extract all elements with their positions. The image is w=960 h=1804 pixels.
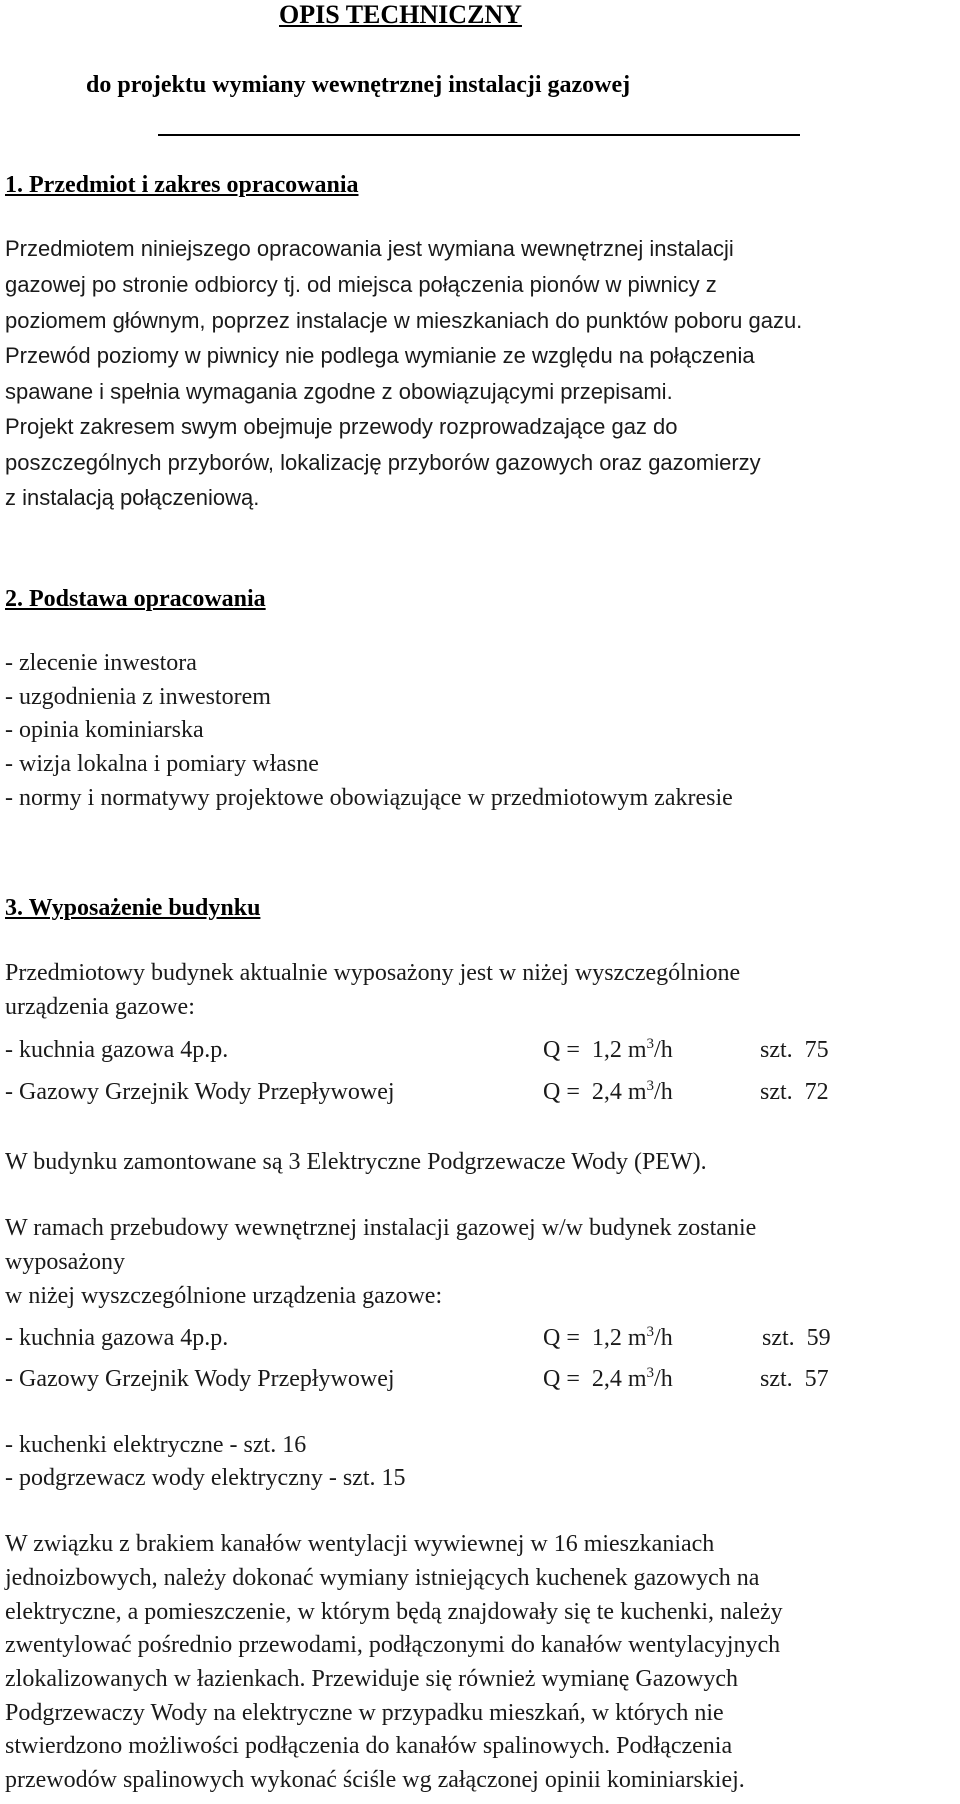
paragraph-line: Projekt zakresem swym obejmuje przewody rozprowadzające gaz do [5, 414, 678, 439]
paragraph-line: gazowej po stronie odbiorcy tj. od miejsca połączenia pionów w piwnicy z [5, 272, 717, 297]
document-subtitle: do projektu wymiany wewnętrznej instalacji gazowej [86, 72, 631, 98]
paragraph-line: zwentylować pośrednio przewodami, podłączonymi do kanałów wentylacyjnych [5, 1632, 781, 1658]
paragraph-line: Podgrzewaczy Wody na elektryczne w przypadku mieszkań, w których nie [5, 1700, 724, 1726]
paragraph-line: jednoizbowych, należy dokonać wymiany istniejących kuchenek gazowych na [5, 1565, 760, 1591]
paragraph-line: Przewód poziomy w piwnicy nie podlega wymianie ze względu na połączenia [5, 343, 755, 368]
section-2-heading: 2. Podstawa opracowania [5, 586, 266, 612]
list-item: - uzgodnienia z inwestorem [5, 684, 271, 710]
paragraph-line: przewodów spalinowych wykonać ściśle wg załączonej opinii kominiarskiej. [5, 1767, 745, 1793]
list-item: - podgrzewacz wody elektryczny - szt. 15 [5, 1465, 406, 1491]
pew-note: W budynku zamontowane są 3 Elektryczne Podgrzewacze Wody (PEW). [5, 1149, 707, 1175]
section-3-heading: 3. Wyposażenie budynku [5, 895, 261, 921]
device-flow: Q = 1,2 $m^3/h$ [543, 1036, 673, 1063]
paragraph-line: zlokalizowanych w łazienkach. Przewiduje się również wymianę Gazowych [5, 1666, 739, 1692]
list-item: - wizja lokalna i pomiary własne [5, 751, 319, 777]
device-count: szt. 59 [762, 1325, 831, 1351]
paragraph-line: wyposażony [5, 1249, 125, 1275]
device-flow: Q = 2,4 $m^3/h$ [543, 1365, 673, 1392]
device-flow: Q = 1,2 $m^3/h$ [543, 1324, 673, 1351]
list-item: - opinia kominiarska [5, 717, 204, 743]
title-divider [158, 134, 800, 136]
device-count: szt. 75 [760, 1037, 829, 1063]
paragraph-line: poziomem głównym, poprzez instalacje w mieszkaniach do punktów poboru gazu. [5, 308, 803, 333]
device-name: - Gazowy Grzejnik Wody Przepływowej [5, 1366, 395, 1392]
paragraph-line: spawane i spełnia wymagania zgodne z obowiązującymi przepisami. [5, 379, 673, 404]
device-count: szt. 57 [760, 1366, 829, 1392]
paragraph-line: elektryczne, a pomieszczenie, w którym będą znajdowały się te kuchenki, należy [5, 1599, 783, 1625]
device-name: - kuchnia gazowa 4p.p. [5, 1325, 229, 1351]
device-name: - kuchnia gazowa 4p.p. [5, 1037, 229, 1063]
device-name: - Gazowy Grzejnik Wody Przepływowej [5, 1079, 395, 1105]
list-item: - zlecenie inwestora [5, 650, 197, 676]
paragraph-line: urządzenia gazowe: [5, 994, 195, 1020]
document-title: OPIS TECHNICZNY [279, 0, 522, 29]
paragraph-line: z instalacją połączeniową. [5, 485, 260, 510]
paragraph-line: Przedmiotowy budynek aktualnie wyposażony jest w niżej wyszczególnione [5, 960, 741, 986]
section-1-heading: 1. Przedmiot i zakres opracowania [5, 172, 359, 198]
paragraph-line: W ramach przebudowy wewnętrznej instalacji gazowej w/w budynek zostanie [5, 1215, 757, 1241]
list-item: - kuchenki elektryczne - szt. 16 [5, 1432, 307, 1458]
paragraph-line: w niżej wyszczególnione urządzenia gazowe: [5, 1283, 443, 1309]
paragraph-line: Przedmiotem niniejszego opracowania jest wymiana wewnętrznej instalacji [5, 236, 734, 261]
paragraph-line: poszczególnych przyborów, lokalizację przyborów gazowych oraz gazomierzy [5, 450, 761, 475]
list-item: - normy i normatywy projektowe obowiązujące w przedmiotowym zakresie [5, 785, 733, 811]
paragraph-line: W związku z brakiem kanałów wentylacji wywiewnej w 16 mieszkaniach [5, 1531, 715, 1557]
paragraph-line: stwierdzono możliwości podłączenia do kanałów spalinowych. Podłączenia [5, 1733, 733, 1759]
device-flow: Q = 2,4 $m^3/h$ [543, 1078, 673, 1105]
device-count: szt. 72 [760, 1079, 829, 1105]
